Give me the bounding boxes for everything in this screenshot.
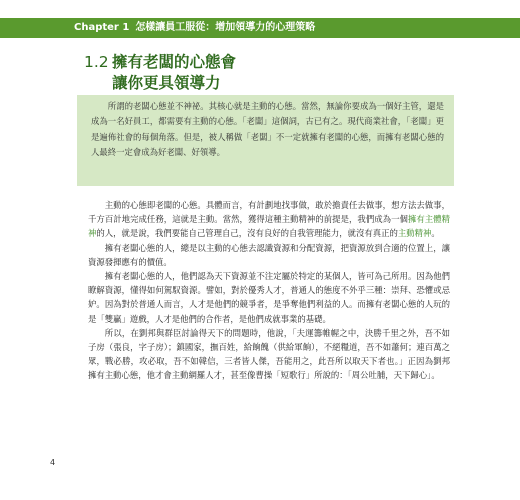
highlight-term: 主動精神 bbox=[397, 228, 432, 239]
section-title-line1: 擁有老闆的心態會 bbox=[112, 53, 237, 71]
intro-quote-text: 所謂的老闆心態並不神祕。其核心就是主動的心態。當然，無論你要成為一個好主管，還是成為一名好員工，都需要有主動的心態。「老闆」這個詞，古已有之。現代商業社會，「老闆」更是遍佈社會的每個角落。但是，被人稱做「老闆」不一定就擁有老闆的心態，而擁有老闆心態的人最終一定會成為好老闆、好領導。 bbox=[91, 101, 444, 158]
paragraph-text: 。 bbox=[431, 228, 440, 239]
highlight-term: 擁有主體精神 bbox=[88, 214, 451, 239]
paragraph: 擁有老闆心態的人，他們認為天下資源並不注定屬於特定的某個人，皆可為己所用。因為他們瞭解資源，懂得如何駕馭資源。譬如，對於優秀人才，普通人的態度不外乎三種：崇拜、恐懼或忌妒。因為對於普通人而言，人才是他們的競爭者，是爭奪他們利益的人。而擁有老闆心態的人玩的是「雙贏」遊戲，人才是他們的合作者，是他們成就事業的基礎。 bbox=[88, 271, 450, 324]
body-text bbox=[88, 198, 450, 383]
section-heading bbox=[84, 52, 236, 94]
chapter-title: 怎樣讓員工服從：增加領導力的心理策略 bbox=[135, 22, 316, 33]
chapter-heading bbox=[74, 19, 315, 37]
chapter-header bbox=[0, 18, 520, 38]
page-number: 4 bbox=[50, 458, 56, 467]
paragraph: 所以，在劉邦與群臣討論得天下的問題時，他說，「夫運籌帷幄之中，決勝千里之外，吾不如子房（張良，字子房）；鎮國家，撫百姓，給餉餽（供給軍餉），不絕糧道，吾不如蕭何；連百萬之眾，戰必勝，攻必取，吾不如韓信，三者皆人傑，吾能用之，此吾所以取天下者也。」正因為劉邦擁有主動心態，他才會主動網羅人才，甚至像曹操「短歌行」所說的：「周公吐脯，天下歸心」。 bbox=[88, 327, 450, 381]
section-title-line2: 讓你更具領導力 bbox=[112, 74, 221, 92]
section-number: 1.2 bbox=[84, 53, 109, 71]
paragraph-text: 主動的心態即老闆的心態。具體而言，有計劃地找事做，敢於擔責任去做事，想方法去做事，千方百計地完成任務，這就是主動。當然，獲得這種主動精神的前提是，我們成為一個 bbox=[88, 200, 450, 225]
intro-quote-box bbox=[77, 95, 454, 186]
chapter-number: Chapter 1 bbox=[74, 22, 130, 33]
top-margin bbox=[0, 0, 520, 18]
paragraph-text: 的人，就是說，我們要能自己管理自己，沒有良好的自我管理能力，就沒有真正的 bbox=[96, 228, 398, 239]
paragraph bbox=[88, 198, 450, 241]
paragraph: 擁有老闆心態的人，總是以主動的心態去認識資源和分配資源，把資源放到合適的位置上，讓資源發揮應有的價值。 bbox=[88, 242, 450, 267]
